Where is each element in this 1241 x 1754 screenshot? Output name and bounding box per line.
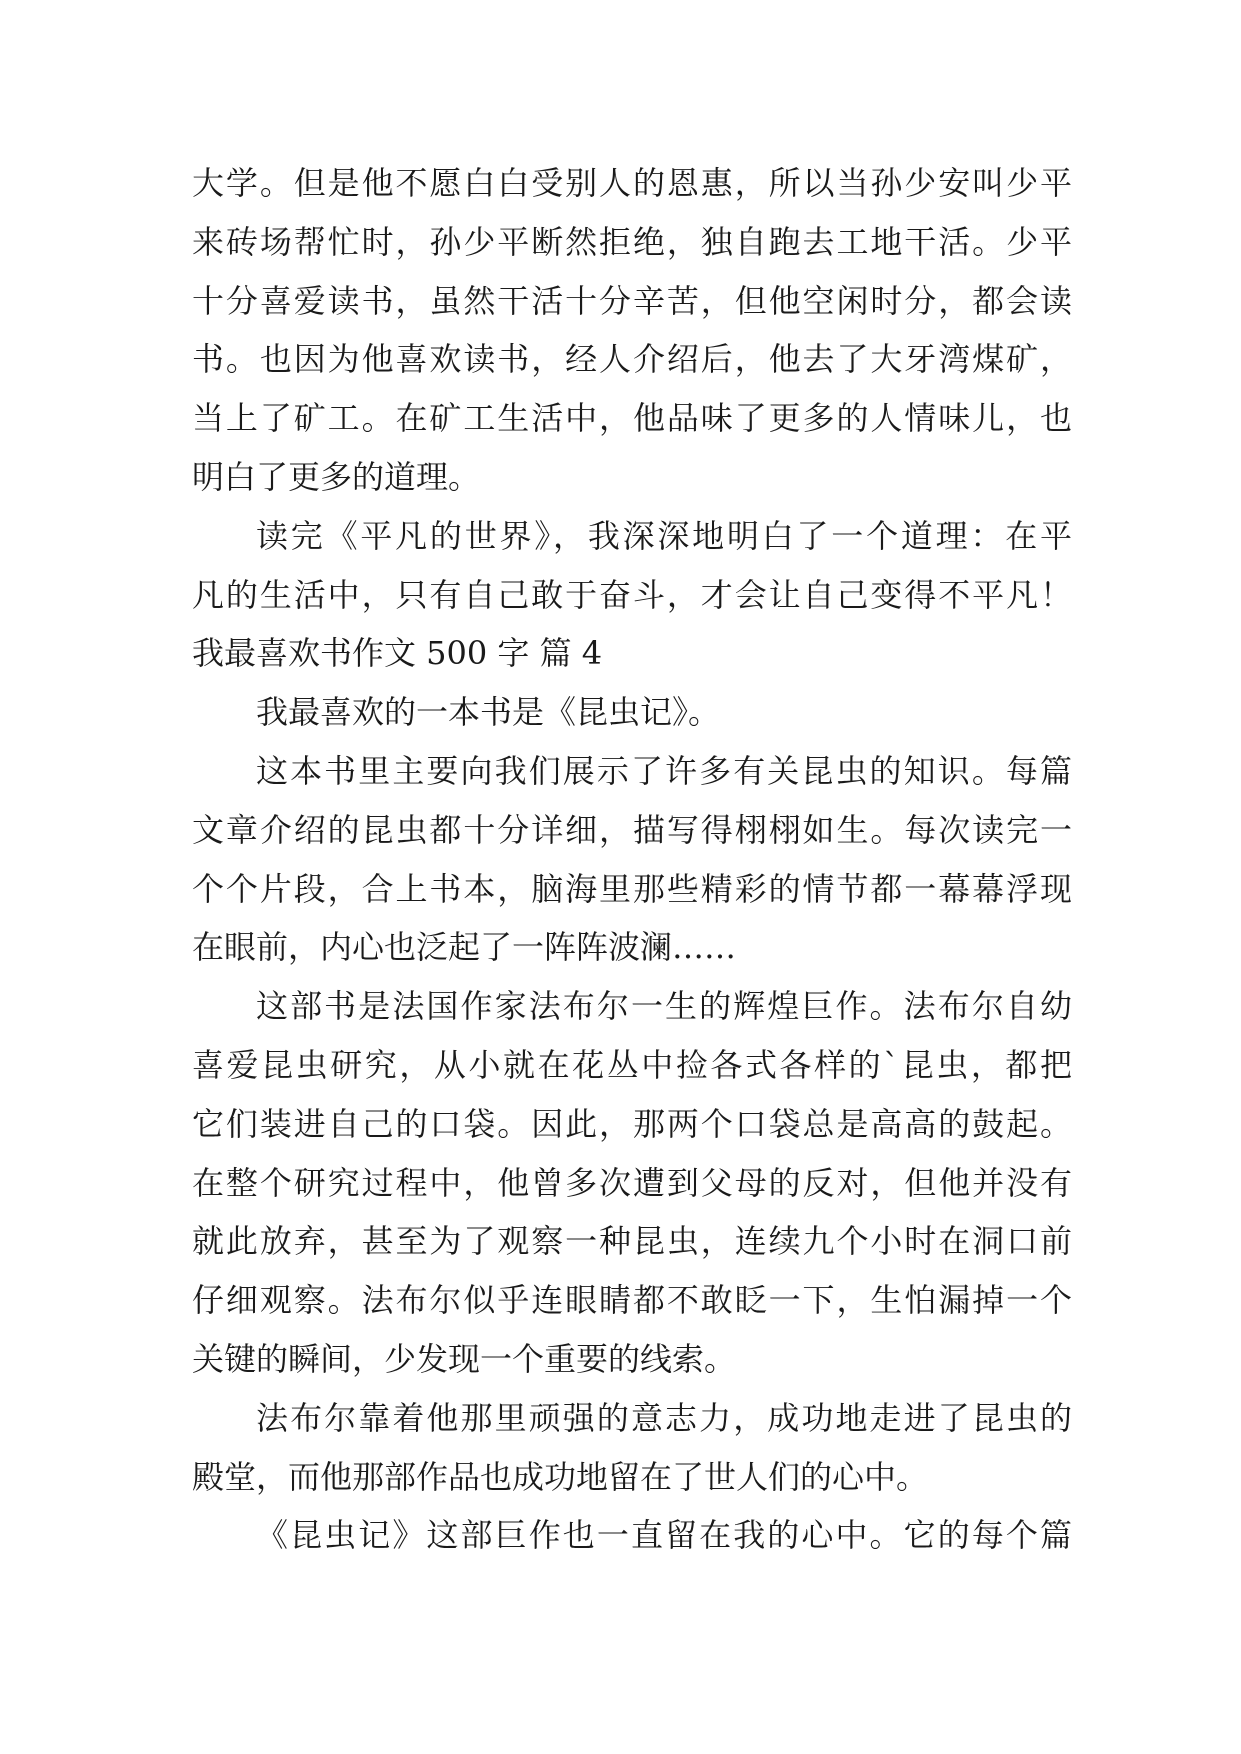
text-line: 它们装进自己的口袋。因此，那两个口袋总是高高的鼓起。	[192, 1104, 1072, 1143]
text-line: 凡的生活中，只有自己敢于奋斗，才会让自己变得不平凡！	[192, 575, 1072, 614]
text-line: 大学。但是他不愿白白受别人的恩惠，所以当孙少安叫少平	[192, 164, 1072, 202]
text-line: 喜爱昆虫研究，从小就在花丛中捡各式各样的`昆虫，都把	[192, 1045, 1072, 1084]
section-heading: 我最喜欢书作文 500 字 篇 4	[192, 634, 603, 673]
text-line: 就此放弃，甚至为了观察一种昆虫，连续九个小时在洞口前	[192, 1222, 1072, 1261]
text-line: 当上了矿工。在矿工生活中，他品味了更多的人情味儿，也	[192, 399, 1072, 438]
text-line: 殿堂，而他那部作品也成功地留在了世人们的心中。	[192, 1457, 929, 1496]
text-line: 关键的瞬间，少发现一个重要的线索。	[192, 1339, 737, 1378]
paragraph-start-line: 这部书是法国作家法布尔一生的辉煌巨作。法布尔自幼	[256, 987, 1072, 1026]
paragraph-start-line: 法布尔靠着他那里顽强的意志力，成功地走进了昆虫的	[256, 1398, 1072, 1437]
text-line: 文章介绍的昆虫都十分详细，描写得栩栩如生。每次读完一	[192, 810, 1072, 849]
text-line: 在眼前，内心也泛起了一阵阵波澜……	[192, 928, 737, 967]
paragraph-start-line: 读完《平凡的世界》，我深深地明白了一个道理：在平	[256, 516, 1072, 555]
paragraph-start-line: 《昆虫记》这部巨作也一直留在我的心中。它的每个篇	[256, 1516, 1072, 1555]
text-line: 十分喜爱读书，虽然干活十分辛苦，但他空闲时分，都会读	[192, 281, 1072, 320]
body-text	[192, 154, 1072, 1565]
text-line: 书。也因为他喜欢读书，经人介绍后，他去了大牙湾煤矿，	[192, 340, 1072, 379]
text-line: 仔细观察。法布尔似乎连眼睛都不敢眨一下，生怕漏掉一个	[192, 1281, 1072, 1320]
paragraph-start-line: 我最喜欢的一本书是《昆虫记》。	[256, 693, 721, 732]
text-line: 来砖场帮忙时，孙少平断然拒绝，独自跑去工地干活。少平	[192, 222, 1072, 261]
text-line: 明白了更多的道理。	[192, 457, 481, 496]
text-line: 在整个研究过程中，他曾多次遭到父母的反对，但他并没有	[192, 1163, 1072, 1202]
text-line: 个个片段，合上书本，脑海里那些精彩的情节都一幕幕浮现	[192, 869, 1072, 908]
paragraph-start-line: 这本书里主要向我们展示了许多有关昆虫的知识。每篇	[256, 751, 1072, 790]
